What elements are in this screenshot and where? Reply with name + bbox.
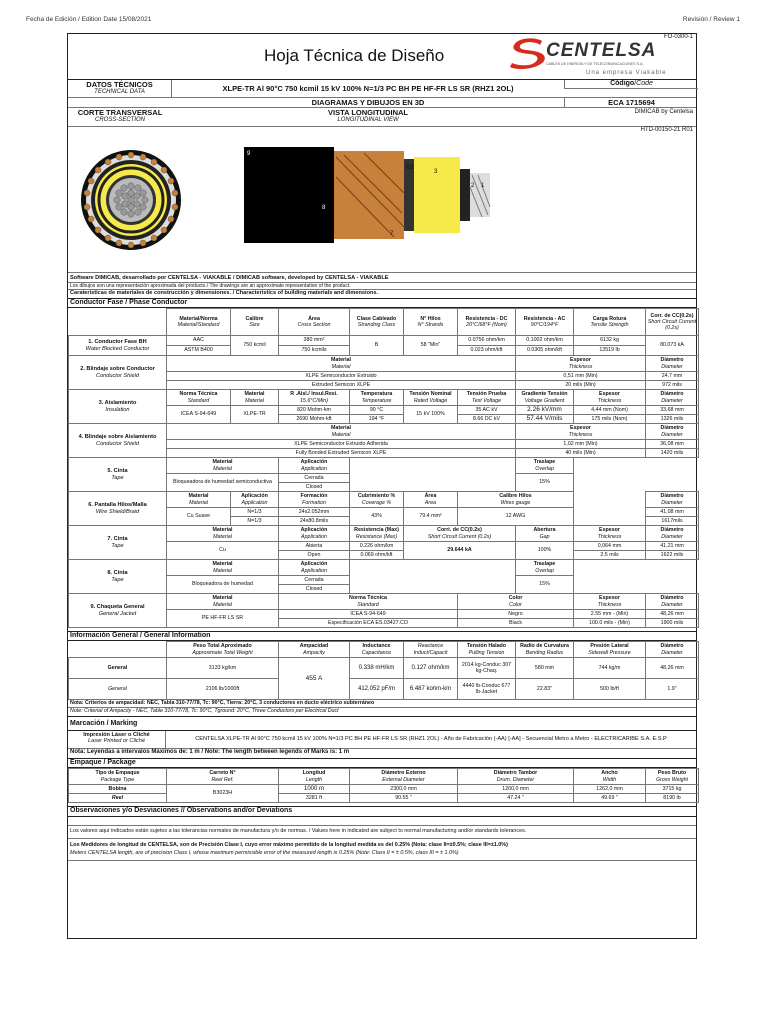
c2-th-h: Espesor Thickness: [516, 356, 646, 372]
c1-h8: Corr. de CC(0.2s) Short Circuit Current (0.2s): [646, 309, 699, 336]
c1-rdc2: 0.023 ohm/kft: [458, 346, 516, 356]
dimicab-label: DIMICAB by Centelsa: [634, 109, 693, 115]
c7-cc-h: Corri. de CC(0.2s) Short Circuit Current (0.2s): [404, 526, 516, 542]
c9-col2: Black: [458, 619, 574, 628]
c6-app1: N=1/3: [231, 508, 279, 517]
general-table: [68, 641, 699, 700]
c6-h3: Cubrimiento % Coverage %: [350, 492, 404, 508]
pack-dr1: 1200,0 mm: [458, 785, 574, 794]
ampacity-note: Nota: Criterios de ampacidad: NEC, Tabla 310-77/78, Tc: 90°C, Tierra: 20°C, 3 conductores en ducto eléctrico subterráneo: [68, 700, 696, 708]
c3-label: 3. Aislamiento Insulation: [69, 390, 167, 424]
longitudinal-drawing: [244, 147, 574, 247]
c6-label: 6. Pantalla Hilos/Malla Wire Shield/Braid: [69, 492, 167, 526]
gen-w1: 3133 kg/km: [167, 658, 279, 679]
c7-d2: 1622 mils: [646, 551, 699, 560]
diagram-row: [68, 98, 696, 108]
c9-mat-h: Material Material: [167, 594, 279, 610]
c1-h2: Área Cross Section: [279, 309, 350, 336]
c3-h6: Gradiente Tensión Voltage Gradient: [516, 390, 574, 406]
c3-mat: XLPE-TR: [231, 406, 279, 424]
c9-std-h: Norma Técnica Standard: [279, 594, 458, 610]
c6-app2: N=1/3: [231, 517, 279, 526]
product-code: ECA 1715694: [564, 98, 698, 108]
pack-l1: 1000 m: [279, 785, 350, 794]
approx-note: Los dibujos son una representación aproximada del producto./ The drawings are an approximate representation of the product.: [68, 282, 696, 289]
c3-d1: 33,68 mm: [646, 406, 699, 415]
c7-th1: 0,064 mm: [574, 542, 646, 551]
c1-h5: Resistencia - DC 20°C/68°F (Nom): [458, 309, 516, 336]
c3-test2: 8.66 DC kV: [458, 415, 516, 424]
callout-7: 7: [390, 231, 394, 237]
c3-r2: 2690 Mohm-kft: [279, 415, 350, 424]
pack-h2: Longitud Length: [279, 769, 350, 785]
gen-h3: Reactance Induct/Capacit: [404, 642, 458, 658]
c1-h7: Carga Rotura Tensile Strength: [574, 309, 646, 336]
pack-t2: Reel: [69, 794, 167, 803]
c3-h1: Material Material: [231, 390, 279, 406]
c7-cc: 29.644 kA: [404, 542, 516, 560]
c6-gauge: 12 AWG: [458, 508, 574, 526]
c5-mat: Bloqueadora de humedad semiconductiva: [167, 474, 279, 492]
c2-label: 2. Blindaje sobre Conductor Conductor Shield: [69, 356, 167, 390]
pack-l2: 3281 ft: [279, 794, 350, 803]
c7-label: 7. Cinta Tape: [69, 526, 167, 560]
c4-mat-h: Material Material: [167, 424, 516, 440]
page-title: Hoja Técnica de Diseño: [264, 46, 445, 65]
c1-rdc1: 0.0756 ohm/km: [458, 336, 516, 346]
gen-sp2: 500 lb/ft: [574, 679, 646, 700]
centelsa-s-icon: [508, 37, 548, 69]
pack-dr2: 47.24 ": [458, 794, 574, 803]
c2-mat-h: Material Material: [167, 356, 516, 372]
callout-1: 1: [481, 183, 485, 189]
pack-g1: 3715 kg: [646, 785, 699, 794]
c5-ov: 15%: [516, 474, 574, 492]
c2-th1: 0,51 mm (Min): [516, 372, 646, 381]
materials-note: Caraterísticas de materiales de construcción y dimensiones. / Characteristics of building materials and dimensions.: [68, 289, 696, 298]
c1-h4: N° Hilos N° Strands: [404, 309, 458, 336]
c6-h0: Material Material: [167, 492, 231, 508]
c1-h3: Clase Cableado Stranding Class: [350, 309, 404, 336]
observations-section-title: Observaciones y/o Desviaciones // Observations and/or Deviations: [68, 806, 696, 817]
c8-ov-h: Traslape Overlap: [516, 560, 574, 576]
tech-data-row: DATOS TÉCNICOS TECHNICAL DATA XLPE-TR Al 90°C 750 kcmil 15 kV 100% N=1/3 PC BH PE HF-FR LS SR (RHZ1 2OL) Código/Code: [68, 80, 696, 98]
c7-mat: Cu: [167, 542, 279, 560]
pack-e1: 2300,0 mm: [350, 785, 458, 794]
c6-area: 79.4 mm²: [404, 508, 458, 526]
c6-f2: 24x80.8mils: [279, 517, 350, 526]
gen-gd2: 1.9": [646, 679, 699, 700]
gen-ind2: 412.052 pF/m: [350, 679, 404, 700]
c5-app2: Closed: [279, 483, 350, 492]
c1-area2: 750 kcmils: [279, 346, 350, 356]
pack-t1: Bobina: [69, 785, 167, 794]
c9-d1: 48,26 mm: [646, 610, 699, 619]
obs-meters: Los Medidores de longitud de CENTELSA, son de Precisión Clase I, cuyo error máximo permitido de la longitud medida es del 0.25% (Nota: clase II=±0.5%; clase III=±1.0%): [70, 842, 508, 848]
gen-h7: Diámetro Diameter: [646, 642, 699, 658]
code-label: Código: [610, 80, 635, 87]
drawings: [68, 126, 696, 272]
c4-label: 4. Blindaje sobre Aislamiento Conductor Shield: [69, 424, 167, 458]
c1-cc: 80.073 kA: [646, 336, 699, 356]
c1-area1: 380 mm²: [279, 336, 350, 346]
c1-h6: Resistencia - AC 90°C/194°F: [516, 309, 574, 336]
c9-col1: Negro: [458, 610, 574, 619]
c7-app-h: Aplicación Application: [279, 526, 350, 542]
c3-h8: Diámetro Diameter: [646, 390, 699, 406]
logo-text: CENTELSA: [546, 40, 657, 61]
c6-mat: Cu Suave: [167, 508, 231, 526]
callout-8: 8: [322, 205, 326, 211]
c4-th2: 40 mils (Min): [516, 449, 646, 458]
c4-d-h: Diámetro Diameter: [646, 424, 699, 440]
c9-col-h: Color Color: [458, 594, 574, 610]
c6-d1: 41,08 mm: [646, 508, 699, 517]
c9-label: 9. Chaqueta General General Jacket: [69, 594, 167, 628]
c6-h6: Diámetro Diameter: [646, 492, 699, 508]
c1-h0: Material/Norma Material/Standard: [167, 309, 231, 336]
c3-t1: 90 °C: [350, 406, 404, 415]
c7-d1: 41,21 mm: [646, 542, 699, 551]
c2-d-h: Diámetro Diameter: [646, 356, 699, 372]
c1-class: B: [350, 336, 404, 356]
c7-gap: 100%: [516, 542, 574, 560]
company-logo: [508, 37, 688, 79]
c9-th1: 2.55 mm - (Min): [574, 610, 646, 619]
c1-strands: 58 "Min": [404, 336, 458, 356]
c9-th2: 100.0 mils - (Min): [574, 619, 646, 628]
c3-d2: 1326 mils: [646, 415, 699, 424]
c4-th1: 1,02 mm (Min): [516, 440, 646, 449]
c1-size: 750 kcmil: [231, 336, 279, 356]
c3-rated: 15 kV 100%: [404, 406, 458, 424]
c8-mat: Bloqueadora de humedad: [167, 576, 279, 594]
package-section-title: Empaque / Package: [68, 759, 696, 768]
pack-h3: Diámetro Externo External Diameter: [350, 769, 458, 785]
general-section-title: Información General / General Information: [68, 631, 696, 641]
package-table: [68, 768, 699, 803]
pack-w2: 49.69 ": [574, 794, 646, 803]
gen-h6: Presión Lateral Sidewall Pressure: [574, 642, 646, 658]
gen-w2: 2106 lb/1000ft: [167, 679, 279, 700]
c3-h3: Temperatura Temperature: [350, 390, 404, 406]
gen-row2-label: General: [69, 679, 167, 700]
c7-d-h: Diámetro Diameter: [646, 526, 699, 542]
c2-mat2: Extruded Semicon XLPE: [167, 381, 516, 390]
datasheet: [67, 33, 697, 939]
gen-h5: Radio de Curvatura Bending Radius: [516, 642, 574, 658]
c6-h1: Aplicación Application: [231, 492, 279, 508]
software-note: Software DIMICAB, desarrollado por CENTELSA - VIAKABLE / DIMICAB software, developed by CENTELSA - VIAKABLE: [68, 272, 696, 282]
gen-row1-label: General: [69, 658, 167, 679]
c9-th-h: Espesor Thickness: [574, 594, 646, 610]
htd-code: HTD-00150-21 R01: [640, 127, 693, 133]
c5-label: 5. Cinta Tape: [69, 458, 167, 492]
views-title-row: [68, 108, 696, 126]
pack-w1: 1262,0 mm: [574, 785, 646, 794]
c2-d1: 24,7 mm: [646, 372, 699, 381]
obs-tolerances: Los valores aquí indicados están sujetos a las tolerancias normales de manufactura y/o de normas. / Values here in indicated are subject to normal manufacturing and/or standards tolerances.: [68, 826, 696, 839]
c8-label: 8. Cinta Tape: [69, 560, 167, 594]
marking-label: Impresión Láser o Cliché Laser Printed or Cliché: [68, 731, 166, 748]
c9-mat: PE HF-FR LS SR: [167, 610, 279, 628]
callout-2: 2: [471, 183, 475, 189]
long-title-en: LONGITUDINAL VIEW: [337, 117, 399, 123]
form-code: FO-0300-1: [663, 34, 693, 40]
marking-text: CENTELSA XLPE-TR Al 90°C 750 kcmil 15 kV 100% N=1/3 PC BH PE HF-FR LS SR (RHZ1 2OL) - Año de Fabricación (-AA) [-AA] - Secuencial Metro a Metro - ELECTRICARIBE S.A. E.S.P: [195, 736, 667, 742]
construction-table: [68, 308, 699, 628]
c1-label: 1. Conductor Fase BH Water Blocked Conductor: [69, 336, 167, 356]
c3-grad1: 2.26 kV/mm: [516, 406, 574, 415]
edition-date: Fecha de Edición / Edition Date 15/08/2021: [26, 16, 152, 23]
c5-mat-h: Material Material: [167, 458, 279, 474]
gen-rea2: 6.487 kohm-km: [404, 679, 458, 700]
c3-th2: 175 mils (Nom): [574, 415, 646, 424]
c7-app2: Open: [279, 551, 350, 560]
c7-res1: 0.226 ohm/km: [350, 542, 404, 551]
cross-section-drawing: [68, 131, 218, 271]
c1-rac1: 0.1002 ohm/km: [516, 336, 574, 346]
logo-tagline: CABLES DE ENERGÍA Y DE TELECOMUNICACIONES S.A.: [546, 62, 644, 66]
c8-app-h: Aplicación Application: [279, 560, 350, 576]
c1-mat1: AAC: [167, 336, 231, 346]
callout-6: 6: [406, 165, 410, 171]
gen-br1: 580 mm: [516, 658, 574, 679]
c4-th-h: Espesor Thickness: [516, 424, 646, 440]
c3-h2: R .Aisl./ Insul.Resi. 15.6°C/Min): [279, 390, 350, 406]
c9-std1: ICEA S-94-649: [279, 610, 458, 619]
c9-d-h: Diámetro Diameter: [646, 594, 699, 610]
sheet-header: [68, 34, 696, 80]
pack-ref: B3023H: [167, 785, 279, 803]
c7-res-h: Resistencia (Max) Resistance (Max): [350, 526, 404, 542]
c1-h1: Calibre Size: [231, 309, 279, 336]
c4-mat1: XLPE Semiconductor Extruido Adherida: [167, 440, 516, 449]
cross-title: CORTE TRANSVERSAL: [77, 108, 163, 117]
code-label-en: Code: [636, 80, 653, 87]
tech-label: DATOS TÉCNICOS: [86, 80, 153, 89]
pack-h5: Ancho Width: [574, 769, 646, 785]
c7-res2: 0.069 ohm/kft: [350, 551, 404, 560]
pack-h1: Carreto N° Reel Ref.: [167, 769, 279, 785]
c3-th1: 4,44 mm (Nom): [574, 406, 646, 415]
c4-d2: 1420 mils: [646, 449, 699, 458]
c3-h4: Tensión Nominal Rated Voltage: [404, 390, 458, 406]
gen-h2: Inductance Capacitance: [350, 642, 404, 658]
c6-f1: 24x2.052mm: [279, 508, 350, 517]
c2-th2: 20 mils (Min): [516, 381, 646, 390]
pack-e2: 90.55 ": [350, 794, 458, 803]
callout-3: 3: [434, 169, 438, 175]
c8-app1: Cerrada: [279, 576, 350, 585]
c6-h4: Área Area: [404, 492, 458, 508]
pack-g2: 8190 lb: [646, 794, 699, 803]
gen-pt1: 2014 kg-Conduc 307 kg-Chaq.: [458, 658, 516, 679]
revision: Revisión / Review 1: [682, 16, 740, 23]
gen-amp: 455 A: [279, 658, 350, 700]
callout-5: 5: [410, 165, 414, 171]
gen-gd1: 48,26 mm: [646, 658, 699, 679]
ampacity-note-en: Note: Criterial of Ampacity - NEC, Table 310-77/78, Tc: 90°C, Tground: 20°C, Three Conductors per Electrical Duct: [68, 708, 696, 717]
c7-app1: Abierta: [279, 542, 350, 551]
c6-d2: 1617mils: [646, 517, 699, 526]
tech-label-en: TECHNICAL DATA: [94, 89, 145, 95]
gen-pt2: 4440 lb-Conduc 677 lb-Jacket: [458, 679, 516, 700]
c7-mat-h: Material Material: [167, 526, 279, 542]
legend-note: Nota: Leyendas a intervalos Máximos de: 1 m / Note: The length between legends of Marks is: 1 m: [68, 749, 696, 759]
c1-load1: 6132 kg: [574, 336, 646, 346]
c7-gap-h: Abertura Gap: [516, 526, 574, 542]
c3-std: ICEA S-94-649: [167, 406, 231, 424]
c2-mat1: XLPE Semiconductor Extruido: [167, 372, 516, 381]
c3-h0: Norma Técnica Standard: [167, 390, 231, 406]
gen-h0: Peso Total Aproximado Approximate Total Weight: [167, 642, 279, 658]
c7-th2: 2.5 mils: [574, 551, 646, 560]
c8-mat-h: Material Material: [167, 560, 279, 576]
marking-row: [68, 731, 696, 749]
diagrams-title: DIAGRAMAS Y DIBUJOS EN 3D: [311, 98, 425, 107]
c3-r1: 820 Mohm-km: [279, 406, 350, 415]
gen-ind1: 0.338 mH/km: [350, 658, 404, 679]
c3-h7: Espesor Thickness: [574, 390, 646, 406]
pack-h6: Peso Bruto Gross Weight: [646, 769, 699, 785]
c6-h5: Calibre Hilos Wires gauge: [458, 492, 574, 508]
c1-rac2: 0.0305 ohm/kft: [516, 346, 574, 356]
conductor-section-title: Conductor Fase / Phase Conductor: [68, 298, 696, 308]
callout-9: 9: [247, 151, 251, 157]
gen-rea1: 0.127 ohm/km: [404, 658, 458, 679]
c3-grad2: 57.44 V/mils: [516, 415, 574, 424]
c8-ov: 15%: [516, 576, 574, 594]
c7-th-h: Espesor Thickness: [574, 526, 646, 542]
pack-h4: Diámetro Tambor Drum. Diameter: [458, 769, 574, 785]
gen-h1: Ampacidad Ampacity: [279, 642, 350, 658]
c1-mat2: ASTM B400: [167, 346, 231, 356]
obs-meters-en: Meters CENTELSA length, are of precision Class I, whose maximum permissible error of the measured length is 0.25% (Note: Class II = ± 0.5%, class III = ± 1.0%): [68, 850, 696, 861]
product-name: XLPE-TR Al 90°C 750 kcmil 15 kV 100% N=1/3 PC BH PE HF-FR LS SR (RHZ1 2OL): [222, 84, 514, 93]
long-title: VISTA LONGITUDINAL: [328, 108, 408, 117]
c5-app1: Cerrada: [279, 474, 350, 483]
c8-app2: Closed: [279, 585, 350, 594]
c5-ov-h: Traslape Overlap: [516, 458, 574, 474]
c9-d2: 1900 mils: [646, 619, 699, 628]
c4-mat2: Fully Bonded Extruded Semicon XLPE: [167, 449, 516, 458]
marking-section-title: Marcación / Marking: [68, 720, 696, 731]
cross-title-en: CROSS-SECTION: [94, 117, 145, 123]
c3-t2: 194 °F: [350, 415, 404, 424]
c9-std2: Especificación ECA ES.03427.CO: [279, 619, 458, 628]
pack-h0: Tipo de Empaque Package Type: [69, 769, 167, 785]
logo-sub: Una empresa Viakable: [586, 70, 667, 76]
c3-h5: Tensión Prueba Test Voltage: [458, 390, 516, 406]
c3-test1: 35 AC kV: [458, 406, 516, 415]
gen-h4: Tensión Halado Pulling Tension: [458, 642, 516, 658]
gen-br2: 22.83": [516, 679, 574, 700]
gen-sp1: 744 kg/m: [574, 658, 646, 679]
c1-load2: 13519 lb: [574, 346, 646, 356]
c4-d1: 36,08 mm: [646, 440, 699, 449]
c6-cov: 43%: [350, 508, 404, 526]
c6-h2: Formación Formation: [279, 492, 350, 508]
c5-app-h: Aplicación Application: [279, 458, 350, 474]
c2-d2: 972 mils: [646, 381, 699, 390]
